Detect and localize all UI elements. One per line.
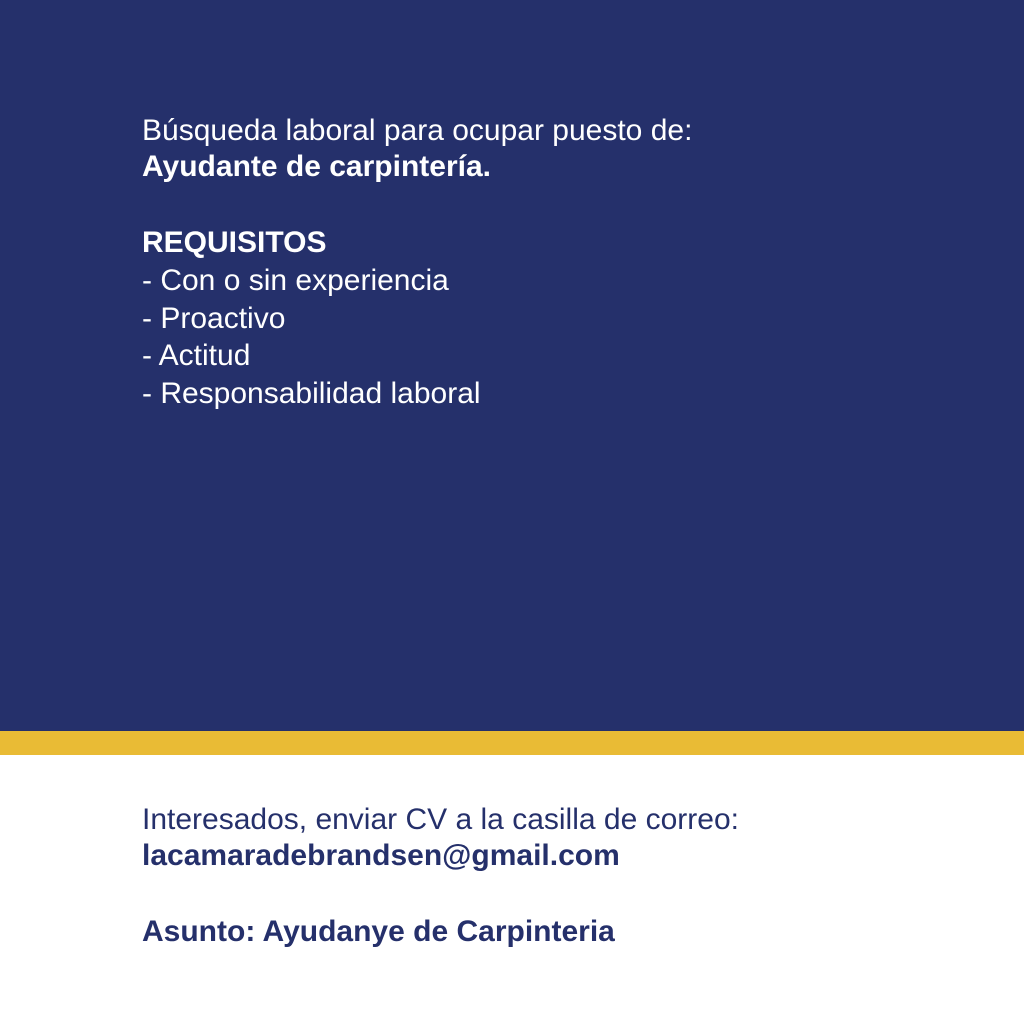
requirement-item: - Con o sin experiencia: [142, 264, 449, 297]
contact-intro-text: Interesados, enviar CV a la casilla de correo:: [142, 803, 739, 836]
accent-stripe: [0, 731, 1024, 755]
requirement-item: - Responsabilidad laboral: [142, 376, 481, 410]
contact-email[interactable]: lacamaradebrandsen@gmail.com: [142, 839, 620, 872]
job-intro-text: Búsqueda laboral para ocupar puesto de:: [142, 114, 693, 147]
requirements-list: [142, 262, 481, 412]
requirements-heading: REQUISITOS: [142, 226, 327, 259]
requirement-item: - Actitud: [142, 339, 251, 372]
job-position-title: Ayudante de carpintería.: [142, 150, 491, 183]
contact-panel: [0, 755, 1024, 1024]
requirement-item: - Proactivo: [142, 301, 286, 335]
email-subject: Asunto: Ayudanye de Carpinteria: [142, 915, 615, 948]
